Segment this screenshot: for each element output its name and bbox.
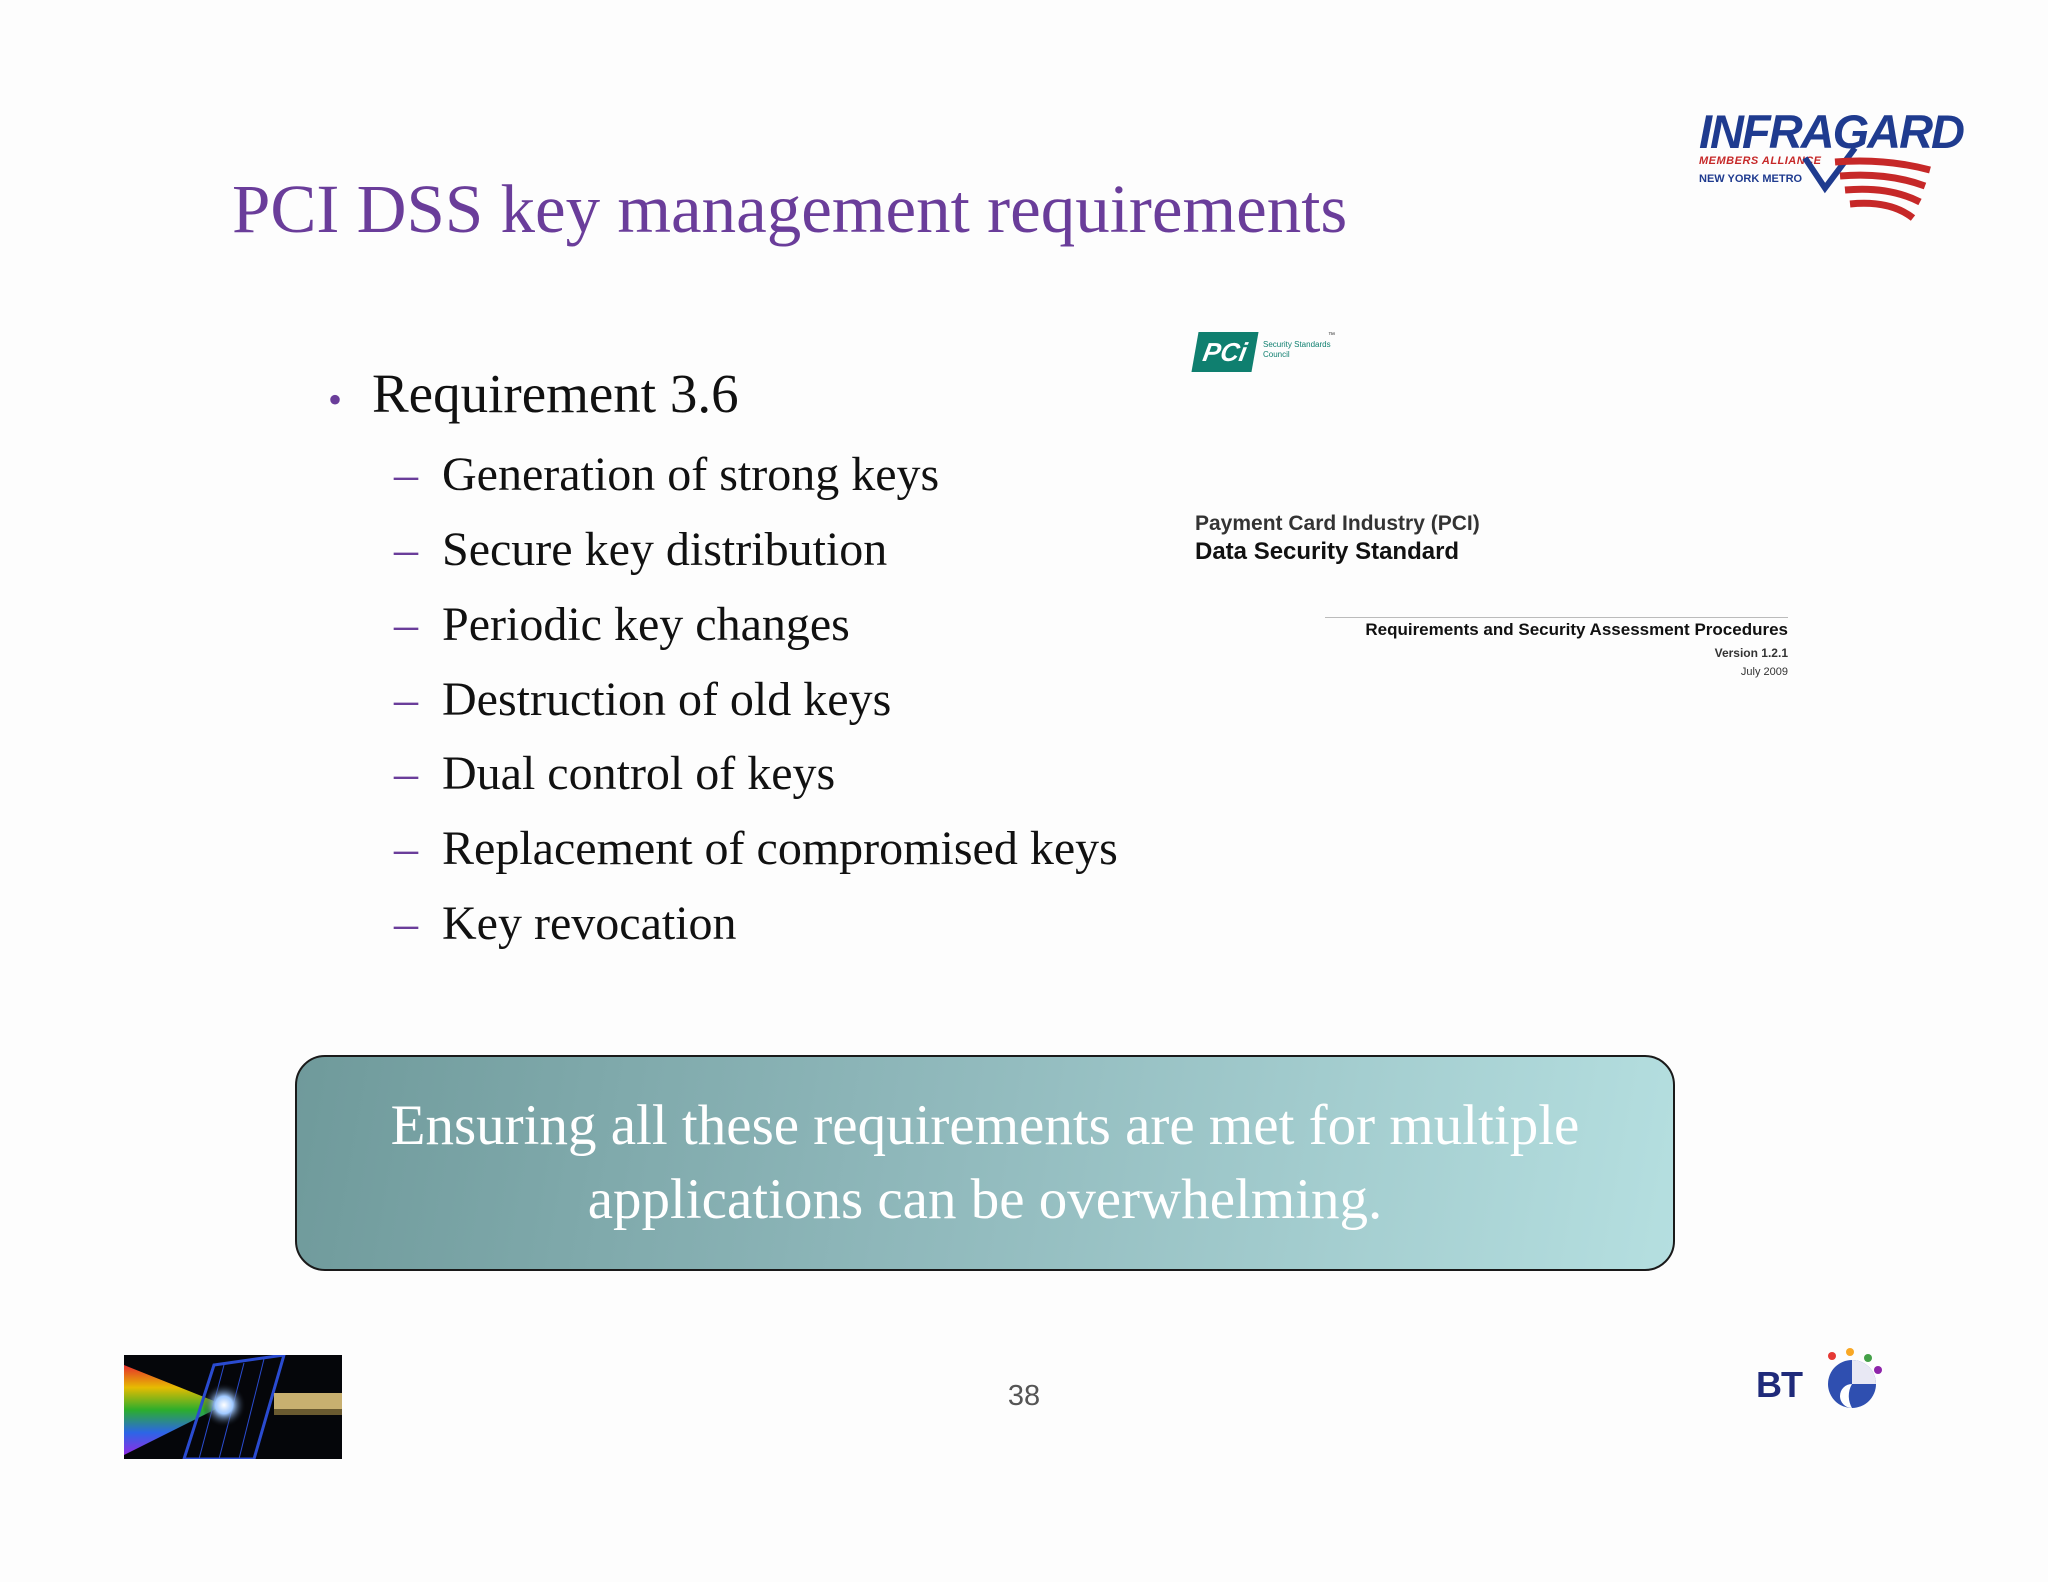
list-item-text: Periodic key changes <box>442 598 850 651</box>
bt-logo <box>1756 1348 1886 1418</box>
dash-icon: – <box>394 598 418 651</box>
bt-globe-icon <box>1822 1348 1884 1414</box>
list-item-text: Secure key distribution <box>442 523 888 576</box>
pci-logo <box>1195 330 1345 378</box>
infragard-logo-line1: MEMBERS ALLIANCE <box>1699 155 1822 167</box>
doc-version: Version 1.2.1 <box>1714 646 1788 660</box>
doc-subtitle: Requirements and Security Assessment Procedures <box>1365 620 1788 639</box>
pci-council-text: Security Standards Council <box>1263 340 1331 359</box>
doc-title-line2: Data Security Standard <box>1195 538 1460 565</box>
dash-icon: – <box>394 822 418 875</box>
bt-logo-text: BT <box>1756 1364 1802 1405</box>
callout-text: Ensuring all these requirements are met for multiple applications can be overwhelming. <box>390 1093 1580 1231</box>
dash-icon: – <box>394 448 418 501</box>
list-item-text: Replacement of compromised keys <box>442 822 1118 875</box>
list-item-text: Dual control of keys <box>442 747 836 800</box>
infragard-logo-word: INFRAGARD <box>1699 105 1963 158</box>
pci-trademark: ™ <box>1328 332 1335 339</box>
pci-badge: PCi <box>1191 332 1258 372</box>
doc-title-line1: Payment Card Industry (PCI) <box>1195 512 1480 535</box>
flag-stripes-icon <box>1795 148 1935 228</box>
list-item-text: Generation of strong keys <box>442 448 940 501</box>
dash-icon: – <box>394 897 418 950</box>
list-item-text: Destruction of old keys <box>442 673 892 726</box>
list-item-text: Key revocation <box>442 897 737 950</box>
bullet-dot-icon: • <box>328 377 343 422</box>
dash-icon: – <box>394 747 418 800</box>
page-number: 38 <box>1007 1380 1041 1412</box>
callout-box <box>295 1055 1675 1271</box>
slide-title: PCI DSS key management requirements <box>232 171 1348 247</box>
light-prism-image <box>124 1355 342 1459</box>
bullet-text: Requirement 3.6 <box>372 363 739 424</box>
dash-icon: – <box>394 673 418 726</box>
doc-divider <box>1325 617 1788 618</box>
dash-icon: – <box>394 523 418 576</box>
infragard-logo <box>1695 105 1963 228</box>
infragard-logo-line2: NEW YORK METRO <box>1699 173 1803 185</box>
doc-date: July 2009 <box>1740 666 1788 678</box>
